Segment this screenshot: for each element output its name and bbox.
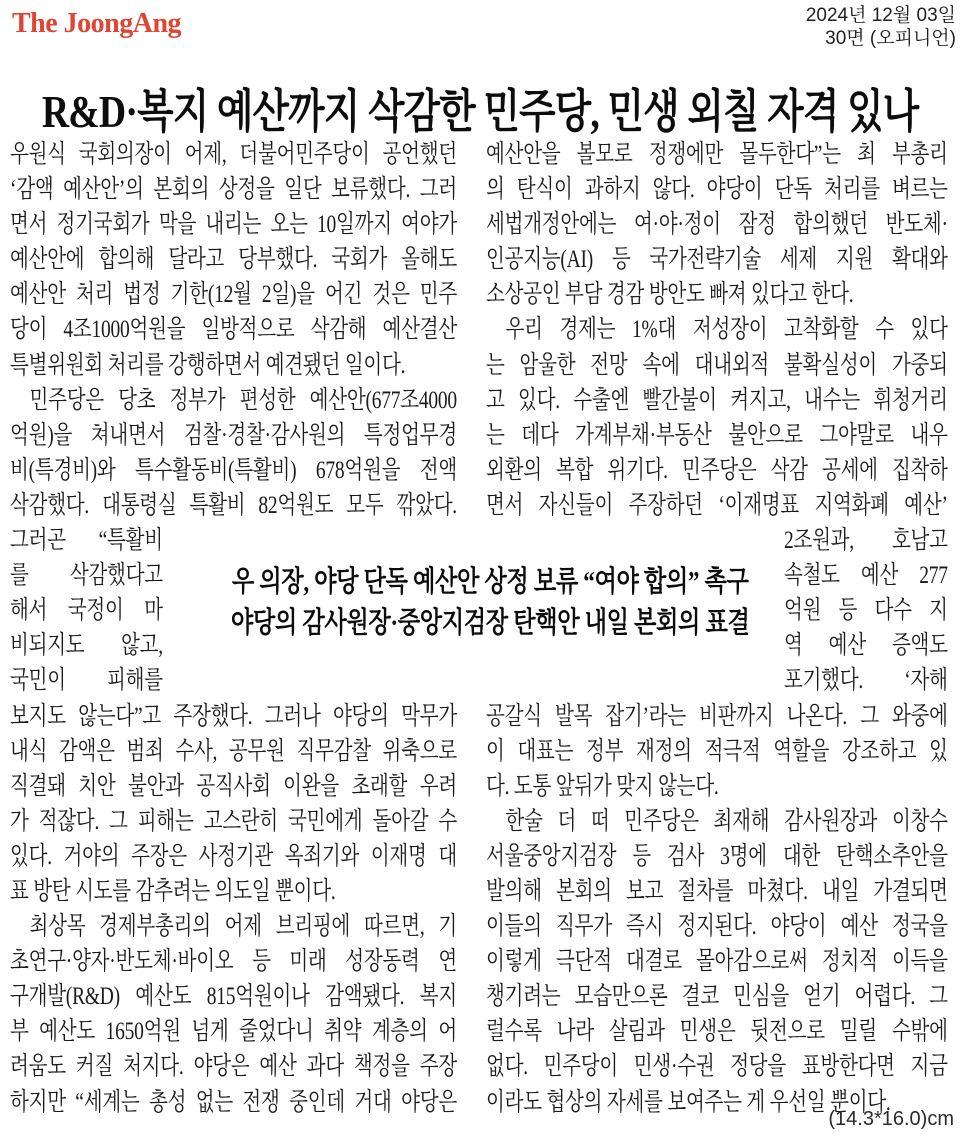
text-line: 표 방탄 시도를 감추려는 의도일 뿐이다.: [10, 877, 336, 905]
text-line: 예산안에 합의해 달라고 당부했다. 국회가 올해도: [10, 246, 457, 274]
text-line: 한술 더 떠 민주당은 최재해 감사원장과 이창수: [505, 807, 948, 835]
page-section-info: 30면 (오피니언): [825, 28, 956, 49]
text-line: 역 예산 증액도: [783, 632, 948, 660]
inset-subheadline: [185, 562, 795, 643]
text-line: 서울중앙지검장 등 검사 3명에 대한 탄핵소추안을: [486, 842, 948, 870]
text-line: 가 적잖다. 그 피해는 고스란히 국민에게 돌아갈 수: [10, 807, 457, 835]
text-line: 내식 감액은 범죄 수사, 공무원 직무감찰 위축으로: [10, 737, 457, 765]
text-line: 부 예산도 1650억원 넘게 줄었다니 취약 계층의 어: [10, 1018, 457, 1046]
text-line: 비되지도 않고,: [10, 632, 163, 660]
text-line: 보지도 않는다”고 주장했다. 그러나 야당의 막무가: [10, 702, 457, 730]
date-block: [806, 4, 956, 50]
joongang-logo: The JoongAng: [12, 8, 182, 39]
text-line: 포기했다. ‘자해: [783, 667, 948, 695]
text-line: 비(특경비)와 특수활동비(특활비) 678억원을 전액: [10, 456, 457, 484]
text-line: 이 대표는 정부 재정의 적극적 역할을 강조하고 있: [486, 737, 948, 765]
text-line: 의 탄식이 과하지 않다. 야당이 단독 처리를 벼르는: [486, 176, 948, 204]
text-line: 우원식 국회의장이 어제, 더불어민주당이 공언했던: [10, 141, 457, 168]
text-line: 럴수록 나라 살림과 민생은 뒷전으로 밀릴 수밖에: [486, 1018, 948, 1046]
text-line: 외환의 복합 위기다. 민주당은 삭감 공세에 집착하: [486, 456, 948, 484]
text-line: 국민이 피해를: [10, 667, 163, 695]
text-line: 인공지능(AI) 등 국가전략기술 세제 지원 확대와: [486, 246, 948, 274]
text-line: 있다. 거야의 주장은 사정기관 옥죄기와 이재명 대: [10, 842, 457, 870]
text-line: 삭감했다. 대통령실 특활비 82억원도 모두 깎았다.: [10, 491, 457, 519]
paragraph-5-wrap-right: [784, 523, 948, 698]
paragraph-1: [10, 137, 457, 383]
text-line: 직결돼 치안 불안과 공직사회 이완을 초래할 우려: [10, 772, 457, 800]
size-caption: (14.3*16.0)cm: [828, 1108, 954, 1130]
text-line: 우리 경제는 1%대 저성장이 고착화할 수 있다: [505, 316, 948, 344]
text-line: 구개발(R&D) 예산도 815억원이나 감액됐다. 복지: [10, 983, 457, 1011]
subheadline-line-2: 야당의 감사원장·중앙지검장 탄핵안 내일 본회의 표결: [230, 606, 750, 639]
paragraph-3: [10, 909, 457, 1120]
text-line: 억원)을 쳐내면서 검찰·경찰·감사원의 특정업무경: [10, 421, 457, 449]
paragraph-5-top: [486, 312, 948, 523]
text-line: 챙기려는 모습만으론 결코 민심을 얻기 어렵다. 그: [486, 983, 948, 1011]
text-line: ‘감액 예산안’의 본회의 상정을 일단 보류했다. 그러: [10, 176, 457, 204]
paragraph-4: [486, 137, 948, 312]
text-line: 이렇게 극단적 대결로 몰아감으로써 정치적 이득을: [486, 948, 948, 976]
text-line: 초연구·양자·반도체·바이오 등 미래 성장동력 연: [10, 948, 457, 976]
text-line: 2조원과, 호남고: [783, 527, 948, 555]
text-line: 억원 등 다수 지: [783, 597, 948, 625]
text-line: 이라도 협상의 자세를 보여주는 게 우선일 뿐이다.: [486, 1088, 891, 1116]
text-line: 하지만 “세계는 총성 없는 전쟁 중인데 거대 야당은: [10, 1088, 457, 1116]
text-line: 를 삭감했다고: [10, 562, 163, 590]
subheadline-line-1: 우 의장, 야당 단독 예산안 상정 보류 “여야 합의” 촉구: [231, 566, 749, 598]
text-line: 속철도 예산 277: [783, 562, 948, 590]
publication-date: 2024년 12월 03일: [805, 5, 956, 26]
paragraph-2-bottom: [10, 699, 457, 910]
paragraph-2-wrap-left: [10, 523, 163, 698]
paragraph-2-top: [10, 383, 457, 523]
text-line: 예산안 처리 법정 기한(12월 2일)을 어긴 것은 민주: [10, 281, 457, 309]
text-line: 면서 정기국회가 막을 내리는 오는 10일까지 여야가: [10, 211, 457, 239]
text-line: 특별위원회 처리를 강행하면서 예견됐던 일이다.: [10, 351, 406, 379]
text-line: 는 데다 가계부채·부동산 불안으로 그야말로 내우: [486, 421, 948, 449]
text-line: 발의해 본회의 보고 절차를 마쳤다. 내일 가결되면: [486, 877, 948, 905]
text-line: 민주당은 당초 정부가 편성한 예산안(677조4000: [29, 386, 457, 414]
article-headline: R&D·복지 예산까지 삭감한 민주당, 민생 외칠 자격 있나: [41, 85, 919, 137]
text-line: 해서 국정이 마: [10, 597, 163, 625]
text-line: 공갈식 발목 잡기’라는 비판까지 나온다. 그 와중에: [486, 702, 948, 730]
text-line: 는 암울한 전망 속에 대내외적 불확실성이 가중되: [486, 351, 948, 379]
text-line: 없다. 민주당이 민생·수권 정당을 표방한다면 지금: [486, 1053, 948, 1081]
text-line: 려움도 커질 처지다. 야당은 예산 과다 책정을 주장: [10, 1053, 457, 1081]
text-line: 최상목 경제부총리의 어제 브리핑에 따르면, 기: [29, 913, 457, 941]
text-line: 다. 도통 앞뒤가 맞지 않는다.: [486, 772, 719, 800]
text-line: 고 있다. 수출엔 빨간불이 켜지고, 내수는 휘청거리: [486, 386, 948, 414]
text-line: 예산안을 볼모로 정쟁에만 몰두한다”는 최 부총리: [486, 141, 948, 168]
paragraph-6: [486, 804, 948, 1120]
paragraph-5-bottom: [486, 699, 948, 804]
text-line: 당이 4조1000억원을 일방적으로 삭감해 예산결산: [10, 316, 457, 344]
text-line: 이들의 직무가 즉시 정지된다. 야당이 예산 정국을: [486, 913, 948, 941]
text-line: 그러곤 “특활비: [10, 527, 163, 555]
text-line: 면서 자신들이 주장하던 ‘이재명표 지역화폐 예산’: [486, 491, 948, 519]
text-line: 세법개정안에는 여·야·정이 잠정 합의했던 반도체·: [486, 211, 948, 239]
text-line: 소상공인 부담 경감 방안도 빠져 있다고 한다.: [486, 281, 854, 309]
